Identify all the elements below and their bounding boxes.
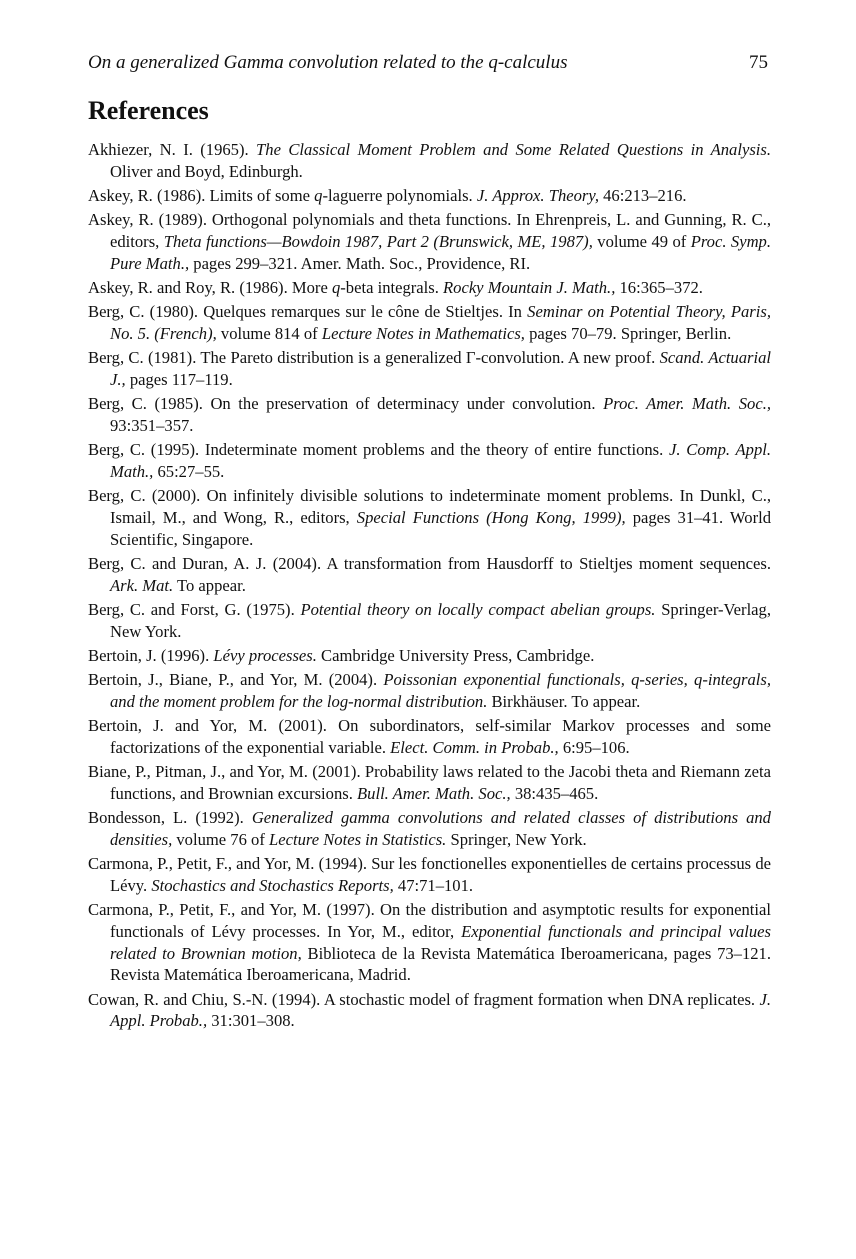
- reference-text: -laguerre polynomials.: [322, 186, 477, 205]
- reference-text: Springer-Verlag, New York.: [110, 600, 771, 641]
- reference-italic-text: Lecture Notes in Statistics.: [269, 830, 447, 849]
- reference-text: 16:365–372.: [615, 278, 703, 297]
- reference-entry: [88, 899, 771, 986]
- reference-italic-text: Lecture Notes in Mathematics,: [321, 324, 525, 343]
- reference-italic-text: q: [331, 278, 341, 297]
- running-title: On a generalized Gamma convolution related to the q-calculus: [88, 52, 568, 73]
- reference-entry: [88, 209, 771, 274]
- running-head: [88, 52, 768, 76]
- reference-text: pages 31–41. World Scientific, Singapore.: [110, 508, 771, 549]
- reference-entry: [88, 439, 771, 482]
- reference-text: 6:95–106.: [558, 738, 630, 757]
- reference-italic-text: Rocky Mountain J. Math.,: [443, 278, 616, 297]
- reference-entry: [88, 185, 771, 207]
- reference-list: [88, 139, 771, 1035]
- reference-text: Springer, New York.: [446, 830, 587, 849]
- reference-entry: [88, 761, 771, 804]
- reference-text: Bertoin, J., Biane, P., and Yor, M. (2004).: [88, 670, 384, 690]
- reference-text: pages 70–79. Springer, Berlin.: [524, 324, 732, 343]
- reference-text: volume 49 of: [592, 232, 691, 251]
- reference-text: Bondesson, L. (1992).: [88, 808, 252, 828]
- reference-text: Berg, C. and Forst, G. (1975).: [88, 600, 301, 619]
- reference-italic-text: Exponential functionals and principal values related to Brownian motion,: [110, 922, 771, 963]
- reference-italic-text: Special Functions (Hong Kong, 1999),: [356, 508, 626, 527]
- reference-italic-text: Lévy processes.: [213, 646, 317, 665]
- reference-entry: [88, 277, 771, 299]
- reference-text: Cambridge University Press, Cambridge.: [316, 646, 595, 665]
- reference-text: pages 299–321. Amer. Math. Soc., Providence, RI.: [189, 253, 531, 273]
- reference-italic-text: Elect. Comm. in Probab.,: [390, 738, 559, 757]
- reference-italic-text: Ark. Mat.: [110, 575, 174, 595]
- reference-text: Akhiezer, N. I. (1965).: [88, 140, 257, 159]
- reference-text: 65:27–55.: [153, 462, 225, 481]
- reference-entry: [88, 989, 771, 1032]
- reference-italic-text: Potential theory on locally compact abelian groups.: [300, 600, 656, 619]
- reference-text: To appear.: [173, 575, 246, 595]
- reference-text: 93:351–357.: [110, 416, 194, 435]
- reference-entry: [88, 553, 771, 596]
- reference-text: Askey, R. (1986). Limits of some: [88, 186, 315, 205]
- reference-entry: [88, 715, 771, 758]
- reference-italic-text: Bull. Amer. Math. Soc.,: [357, 784, 511, 803]
- reference-text: Askey, R. and Roy, R. (1986). More: [88, 278, 332, 297]
- reference-entry: [88, 853, 771, 896]
- reference-text: Biane, P., Pitman, J., and Yor, M. (2001). Probability laws related to the Jacobi theta and Riemann zeta functions, and Brownian excursions.: [88, 762, 771, 803]
- reference-italic-text: Proc. Symp. Pure Math.,: [110, 232, 771, 273]
- reference-italic-text: Scand. Actuarial J.,: [110, 348, 771, 389]
- reference-italic-text: Proc. Amer. Math. Soc.,: [603, 394, 771, 414]
- reference-text: 47:71–101.: [393, 876, 474, 895]
- reference-text: Cowan, R. and Chiu, S.-N. (1994). A stochastic model of fragment formation when DNA replicates.: [88, 989, 760, 1009]
- reference-entry: [88, 347, 771, 390]
- reference-text: Biblioteca de la Revista Matemática Iberoamericana, pages 73–121. Revista Matemática Iberoamericana, Madrid.: [110, 943, 772, 985]
- reference-entry: [88, 669, 771, 712]
- reference-italic-text: The Classical Moment Problem and Some Related Questions in Analysis.: [256, 140, 771, 159]
- reference-text: Berg, C. (1980). Quelques remarques sur le cône de Stieltjes. In: [88, 302, 528, 322]
- reference-entry: [88, 139, 771, 182]
- reference-italic-text: Theta functions—Bowdoin 1987, Part 2 (Brunswick, ME, 1987),: [163, 232, 593, 251]
- reference-entry: [88, 807, 771, 850]
- reference-italic-text: J. Appl. Probab.,: [110, 989, 771, 1031]
- reference-italic-text: J. Approx. Theory,: [476, 186, 599, 205]
- reference-text: Berg, C. (1995). Indeterminate moment problems and the theory of entire functions.: [88, 440, 670, 460]
- reference-text: 46:213–216.: [598, 186, 687, 205]
- reference-italic-text: Stochastics and Stochastics Reports,: [151, 876, 394, 895]
- reference-text: Bertoin, J. (1996).: [88, 646, 214, 665]
- reference-text: volume 814 of: [216, 324, 322, 343]
- reference-entry: [88, 645, 771, 667]
- reference-text: Berg, C. (2000). On infinitely divisible solutions to indeterminate moment problems. In Dunkl, C., Ismail, M., and Wong, R., editors,: [88, 486, 771, 527]
- section-heading: References: [88, 96, 209, 125]
- reference-entry: [88, 485, 771, 550]
- reference-text: pages 117–119.: [125, 370, 233, 389]
- reference-text: 31:301–308.: [207, 1011, 295, 1031]
- reference-entry: [88, 301, 771, 344]
- reference-entry: [88, 393, 771, 436]
- reference-text: Carmona, P., Petit, F., and Yor, M. (1994). Sur les fonctionelles exponentielles de certains processus de Lévy.: [88, 854, 771, 895]
- reference-text: Carmona, P., Petit, F., and Yor, M. (1997). On the distribution and asymptotic results for exponential functionals of Lévy processes. In Yor, M., editor,: [88, 900, 771, 941]
- reference-text: Berg, C. (1981). The Pareto distribution is a generalized Γ-convolution. A new proof.: [88, 348, 660, 368]
- page-number: 75: [749, 52, 768, 73]
- reference-italic-text: q: [314, 186, 323, 205]
- reference-entry: [88, 599, 771, 642]
- reference-text: volume 76 of: [172, 830, 270, 849]
- reference-text: Birkhäuser. To appear.: [487, 692, 641, 711]
- reference-text: Berg, C. (1985). On the preservation of determinacy under convolution.: [88, 394, 604, 414]
- reference-text: -beta integrals.: [340, 278, 444, 297]
- reference-text: Berg, C. and Duran, A. J. (2004). A transformation from Hausdorff to Stieltjes moment sequences.: [88, 554, 771, 573]
- reference-italic-text: J. Comp. Appl. Math.,: [110, 440, 771, 481]
- reference-italic-text: Seminar on Potential Theory, Paris, No. 5. (French),: [110, 302, 771, 343]
- reference-text: Oliver and Boyd, Edinburgh.: [110, 161, 303, 181]
- reference-text: 38:435–465.: [510, 784, 599, 803]
- reference-text: Bertoin, J. and Yor, M. (2001). On subordinators, self-similar Markov processes and some factorizations of the exponential variable.: [88, 716, 771, 757]
- reference-text: Askey, R. (1989). Orthogonal polynomials and theta functions. In Ehrenpreis, L. and Gunning, R. C., editors,: [88, 210, 771, 251]
- reference-italic-text: Poissonian exponential functionals, q-series, q-integrals, and the moment problem for the log-normal distribution.: [110, 670, 771, 711]
- reference-italic-text: Generalized gamma convolutions and related classes of distributions and densities,: [110, 808, 771, 849]
